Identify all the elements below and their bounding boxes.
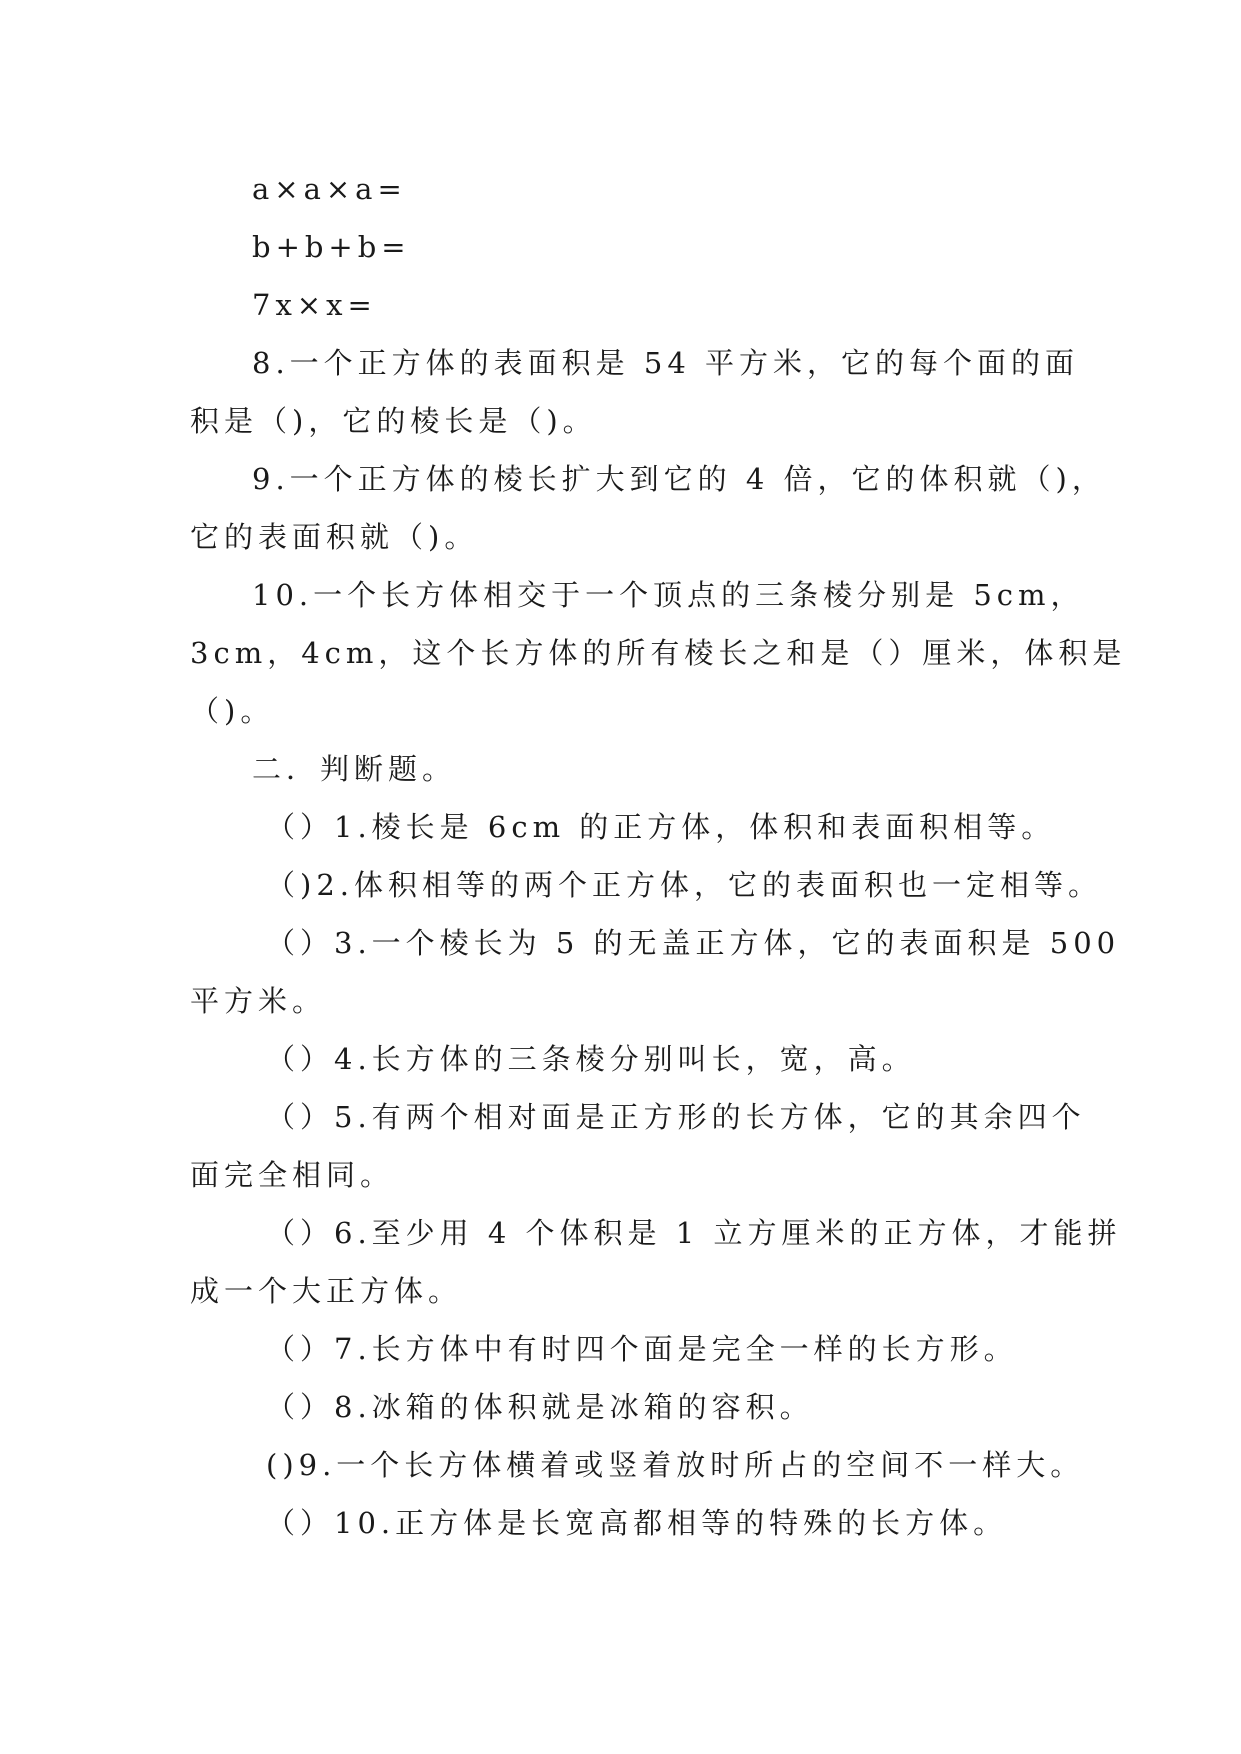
question-10-line-3: （)。 bbox=[190, 694, 275, 728]
judge-item-10: （）10.正方体是长宽高都相等的特殊的长方体。 bbox=[266, 1506, 1008, 1540]
judge-item-6-line-1: （）6.至少用 4 个体积是 1 立方厘米的正方体，才能拼 bbox=[266, 1216, 1122, 1250]
judge-item-9: ()9.一个长方体横着或竖着放时所占的空间不一样大。 bbox=[266, 1448, 1085, 1482]
judge-item-1: （）1.棱长是 6cm 的正方体，体积和表面积相等。 bbox=[266, 810, 1056, 844]
question-10-line-1: 10.一个长方体相交于一个顶点的三条棱分别是 5cm， bbox=[252, 578, 1085, 612]
judge-item-8: （）8.冰箱的体积就是冰箱的容积。 bbox=[266, 1390, 814, 1424]
document-content bbox=[190, 160, 1127, 1552]
judge-item-4: （）4.长方体的三条棱分别叫长，宽，高。 bbox=[266, 1042, 916, 1076]
question-10-line-2: 3cm，4cm，这个长方体的所有棱长之和是（）厘米，体积是 bbox=[190, 636, 1127, 670]
question-8-line-1: 8.一个正方体的表面积是 54 平方米，它的每个面的面 bbox=[252, 346, 1080, 380]
judge-item-6-line-2: 成一个大正方体。 bbox=[190, 1274, 463, 1308]
judge-item-5-line-1: （）5.有两个相对面是正方形的长方体，它的其余四个 bbox=[266, 1100, 1086, 1134]
formula-cube: a×a×a= bbox=[252, 172, 407, 206]
formula-sum: b+b+b= bbox=[252, 230, 411, 264]
question-8-line-2: 积是（)，它的棱长是（)。 bbox=[190, 404, 597, 438]
judge-item-3-line-2: 平方米。 bbox=[190, 984, 327, 1018]
question-9-line-1: 9.一个正方体的棱长扩大到它的 4 倍，它的体积就（)， bbox=[252, 462, 1106, 496]
judge-item-5-line-2: 面完全相同。 bbox=[190, 1158, 395, 1192]
judge-item-7: （）7.长方体中有时四个面是完全一样的长方形。 bbox=[266, 1332, 1018, 1366]
judge-item-2: （)2.体积相等的两个正方体，它的表面积也一定相等。 bbox=[266, 868, 1102, 902]
formula-square: 7x×x= bbox=[252, 288, 377, 322]
question-9-line-2: 它的表面积就（)。 bbox=[190, 520, 479, 554]
judge-item-3-line-1: （）3.一个棱长为 5 的无盖正方体，它的表面积是 500 bbox=[266, 926, 1121, 960]
section-title-judgement: 二．判断题。 bbox=[252, 752, 457, 786]
